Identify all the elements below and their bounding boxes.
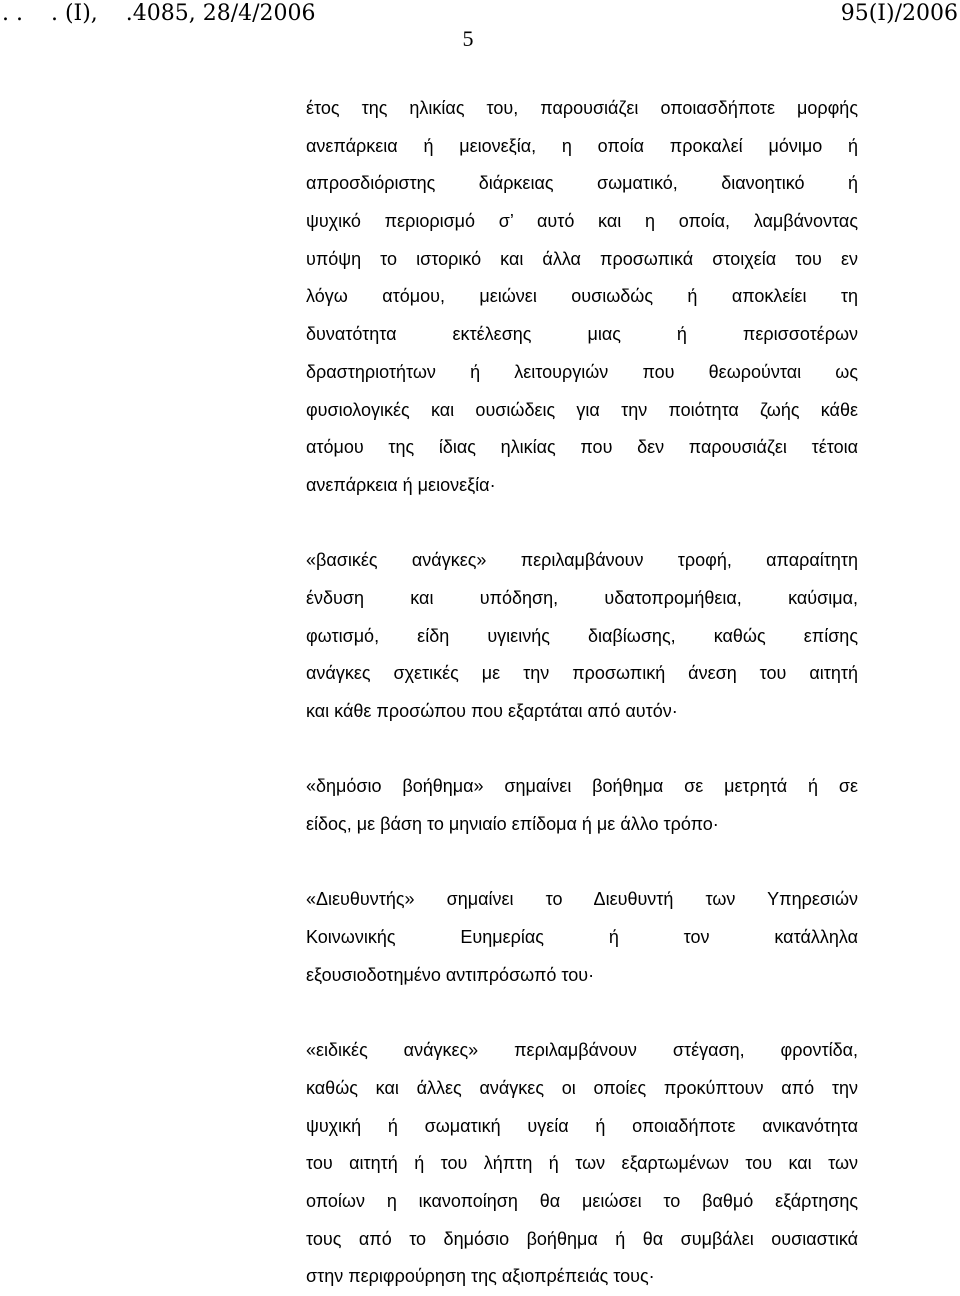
text-line: ψυχικό περιορισμό σ’ αυτό και η οποία, λαμβάνοντας (306, 211, 858, 232)
text-line: εξουσιοδοτημένο αντιπρόσωπό του· (306, 964, 595, 985)
paragraph-spacer (306, 731, 858, 769)
text-line: του αιτητή ή του λήπτη ή των εξαρτωμένων του και των (306, 1153, 858, 1174)
text-line: ένδυση και υπόδηση, υδατοπρομήθεια, καύσιμα, (306, 587, 858, 608)
text-line: ανεπάρκεια ή μειονεξία· (306, 474, 496, 495)
text-line: «Διευθυντής» σημαίνει το Διευθυντή των Υπηρεσιών (306, 889, 858, 910)
text-line: φωτισμό, είδη υγιεινής διαβίωσης, καθώς επίσης (306, 625, 858, 646)
text-line: απροσδιόριστης διάρκειας σωματικό, διανοητικό ή (306, 173, 858, 194)
text-line: υπόψη το ιστορικό και άλλα προσωπικά στοιχεία του εν (306, 248, 858, 269)
paragraph-public-assistance (306, 768, 858, 843)
text-line: ψυχική ή σωματική υγεία ή οποιαδήποτε ανικανότητα (306, 1115, 858, 1136)
text-line: έτος της ηλικίας του, παρουσιάζει οποιασδήποτε μορφής (306, 98, 858, 118)
paragraph-director (306, 881, 858, 994)
text-line: ατόμου της ίδιας ηλικίας που δεν παρουσιάζει τέτοια (306, 437, 858, 458)
paragraph-spacer (306, 844, 858, 882)
paragraph-special-needs (306, 1032, 858, 1296)
paragraph-basic-needs (306, 542, 858, 730)
text-line: φυσιολογικές και ουσιώδεις για την ποιότητα ζωής κάθε (306, 399, 858, 420)
text-line: «δημόσιο βοήθημα» σημαίνει βοήθημα σε μετρητά ή σε (306, 776, 858, 797)
text-line: δραστηριοτήτων ή λειτουργιών που θεωρούνται ως (306, 361, 858, 382)
paragraph-spacer (306, 505, 858, 543)
text-line: τους από το δημόσιο βοήθημα ή θα συμβάλει ουσιαστικά (306, 1228, 858, 1249)
text-line: δυνατότητα εκτέλεσης μιας ή περισσοτέρων (306, 324, 858, 345)
text-line: λόγω ατόμου, μειώνει ουσιωδώς ή αποκλείει τη (306, 286, 858, 307)
text-line: καθώς και άλλες ανάγκες οι οποίες προκύπτουν από την (306, 1077, 858, 1098)
header-left-reference: . . . (Ι), .4085, 28/4/2006 (2, 1, 316, 26)
text-line: Κοινωνικής Ευημερίας ή τον κατάλληλα (306, 927, 858, 948)
paragraph-spacer (306, 995, 858, 1033)
text-line: στην περιφρούρηση της αξιοπρέπειάς τους· (306, 1266, 655, 1287)
document-body (306, 90, 858, 1296)
text-line: «βασικές ανάγκες» περιλαμβάνουν τροφή, απαραίτητη (306, 550, 858, 571)
text-line: είδος, με βάση το μηνιαίο επίδομα ή με άλλο τρόπο· (306, 814, 719, 835)
text-line: ανάγκες σχετικές με την προσωπική άνεση του αιτητή (306, 663, 858, 684)
page-number: 5 (462, 26, 474, 51)
paragraph-disability-definition-continued (306, 90, 858, 505)
text-line: «ειδικές ανάγκες» περιλαμβάνουν στέγαση, φροντίδα, (306, 1040, 858, 1061)
text-line: οποίων η ικανοποίηση θα μειώσει το βαθμό εξάρτησης (306, 1190, 858, 1211)
law-number: 95(Ι)/2006 (840, 1, 958, 26)
text-line: ανεπάρκεια ή μειονεξία, η οποία προκαλεί μόνιμο ή (306, 135, 858, 156)
text-line: και κάθε προσώπου που εξαρτάται από αυτόν· (306, 701, 678, 721)
